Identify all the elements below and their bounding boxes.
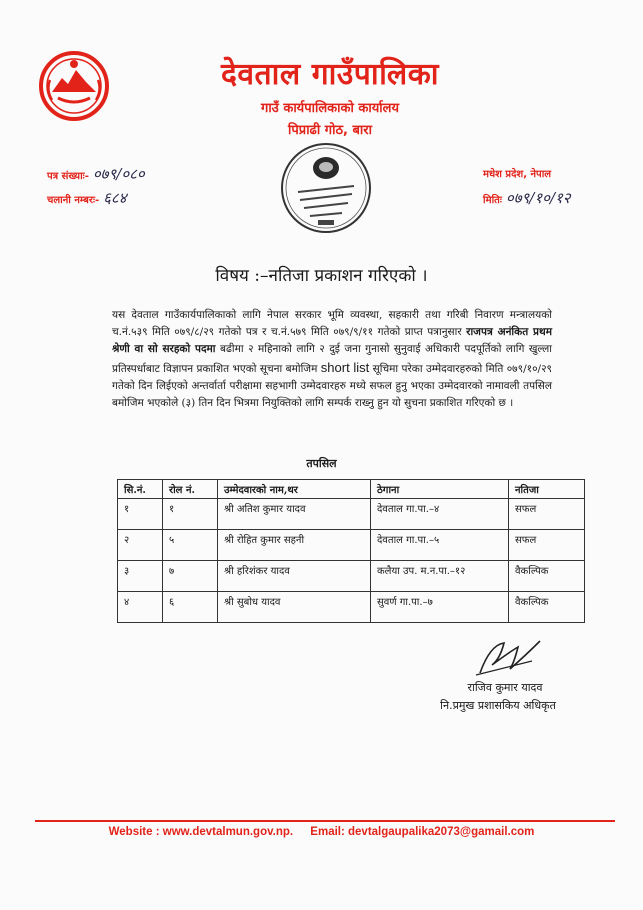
nepal-emblem-icon xyxy=(38,50,110,122)
body-part-1: यस देवताल गाउँकार्यपालिकाको लागि नेपाल सरकार भूमि व्यवस्था, सहकारी तथा गरिबी निवारण मन्त्रालयको च.नं.५३९ मिति ०७९/८/२९ गतेको पत्र र च.नं.५७९ मिति ०७९/९/११ गतेको प्राप्त पत्रानुसार xyxy=(112,309,552,339)
office-seal-stamp xyxy=(278,140,374,236)
cell-result: वैकल्पिक xyxy=(509,561,585,592)
date-value: ०७९/१०/१२ xyxy=(505,189,571,207)
date-label: मितिः xyxy=(483,195,502,206)
office-subtitle: गाउँ कार्यपालिकाको कार्यालय xyxy=(261,101,399,116)
cell-name: श्री रोहित कुमार सहनी xyxy=(218,530,371,561)
table-row xyxy=(118,561,585,592)
letter-number-label: पत्र संख्याः- xyxy=(47,171,89,182)
handwritten-signature xyxy=(470,635,550,680)
cell-result: सफल xyxy=(509,499,585,530)
cell-address: देवताल गा.पा.–४ xyxy=(371,499,509,530)
cell-serial: २ xyxy=(118,530,163,561)
cell-result: वैकल्पिक xyxy=(509,592,585,623)
cell-address: देवताल गा.पा.–५ xyxy=(371,530,509,561)
letter-date xyxy=(483,188,571,208)
header-name: उम्मेदवारको नाम,थर xyxy=(218,480,371,499)
cell-name: श्री हरिशंकर यादव xyxy=(218,561,371,592)
footer-divider xyxy=(35,820,615,822)
province: मधेश प्रदेश, नेपाल xyxy=(483,169,552,180)
cell-roll: ५ xyxy=(163,530,218,561)
dispatch-number xyxy=(47,188,127,208)
cell-serial: १ xyxy=(118,499,163,530)
body-bold-phrase: राजपत्र अनंकित प्रथम श्रेणी वा सो सरहको पदमा xyxy=(112,326,552,356)
cell-address: कलैया उप. म.न.पा.–१२ xyxy=(371,561,509,592)
body-part-3: सूचिमा परेका उम्मेदवारहरुको मिति ०७९/१०/२९ गतेको दिन लिईएको अन्तर्वार्ता परीक्षामा सहभागी उम्मेदवारहरु मध्ये सफल हुनु भएका उम्मेदवारको नामावली तपसिल बमोजिम भएकोले (३) तिन दिन भित्रमा नियुक्तिको लागि सम्पर्क राख्नु हुन यो सुचना प्रकाशित गरिएको छ । xyxy=(112,362,553,410)
body-shortlist: short list xyxy=(320,359,370,375)
footer-website: Website : www.devtalmun.gov.np. xyxy=(108,826,294,838)
dispatch-number-label: चलानी नम्बरः- xyxy=(47,195,100,206)
letter-subject: विषय :–नतिजा प्रकाशन गरिएको । xyxy=(215,266,428,286)
cell-roll: ६ xyxy=(163,592,218,623)
signatory-name: राजिव कुमार यादव xyxy=(467,681,543,694)
header-roll: रोल नं. xyxy=(163,480,218,499)
cell-name: श्री अतिश कुमार यादव xyxy=(218,499,371,530)
header-result: नतिजा xyxy=(509,480,585,499)
results-table xyxy=(117,479,585,623)
cell-address: सुवर्ण गा.पा.–७ xyxy=(371,592,509,623)
table-row xyxy=(118,592,585,623)
table-header-row xyxy=(118,480,585,499)
header-address: ठेगाना xyxy=(371,480,509,499)
letter-number xyxy=(47,164,145,184)
cell-name: श्री सुबोध यादव xyxy=(218,592,371,623)
table-row xyxy=(118,530,585,561)
letter-number-value: ०७९/०८० xyxy=(92,165,145,183)
header-serial: सि.नं. xyxy=(118,480,163,499)
footer-email: Email: devtalgaupalika2073@gamail.com xyxy=(310,826,535,838)
table-caption: तपसिल xyxy=(306,457,337,470)
body-part-2: बढीमा २ महिनाको लागि २ दुई जना गुनासो सुनुवाई अधिकारी पदपूर्तिको लागि खुल्ला प्रतिस्पर्धाबाट विज्ञापन प्रकाशित भएको सूचना बमोजिम xyxy=(112,343,553,375)
footer xyxy=(0,826,643,838)
table-row xyxy=(118,499,585,530)
cell-roll: १ xyxy=(163,499,218,530)
cell-serial: ४ xyxy=(118,592,163,623)
cell-result: सफल xyxy=(509,530,585,561)
cell-roll: ७ xyxy=(163,561,218,592)
signatory-title: नि.प्रमुख प्रशासकिय अधिकृत xyxy=(440,699,556,712)
office-address: पिप्राढी गोठ, बारा xyxy=(288,123,372,138)
dispatch-number-value: ६८४ xyxy=(103,189,127,207)
office-name: देवताल गाउँपालिका xyxy=(220,57,440,92)
letter-body xyxy=(112,307,552,412)
cell-serial: ३ xyxy=(118,561,163,592)
